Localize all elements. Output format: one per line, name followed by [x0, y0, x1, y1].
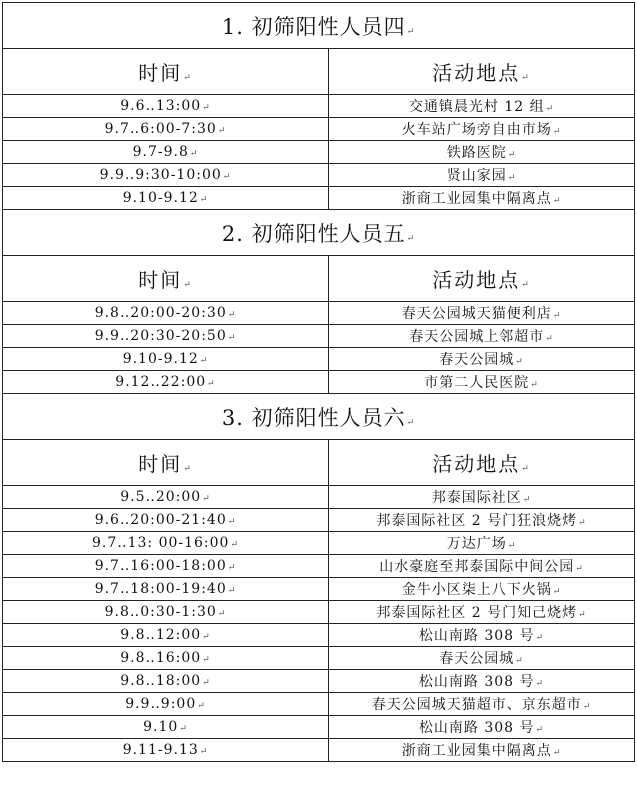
place-cell: [329, 509, 635, 532]
time-cell: [3, 509, 329, 532]
time-value: 9.8‥20:00-20:30: [94, 305, 227, 321]
place-value: 春天公园城: [439, 352, 515, 368]
table-row: [3, 348, 635, 371]
place-cell: [329, 739, 635, 762]
paragraph-mark-icon: ↵: [552, 311, 562, 321]
paragraph-mark-icon: ↵: [535, 633, 545, 643]
time-header: [3, 49, 329, 95]
place-cell: [329, 302, 635, 325]
time-value: 9.6‥13:00: [120, 98, 202, 114]
paragraph-mark-icon: ↵: [507, 541, 517, 551]
paragraph-mark-icon: ↵: [535, 725, 545, 735]
table-row: [3, 486, 635, 509]
place-cell: [329, 325, 635, 348]
time-cell: [3, 302, 329, 325]
time-value: 9.9‥9:00: [125, 696, 197, 712]
section-title-text: 1. 初筛阳性人员四: [221, 14, 406, 39]
section-title: [3, 3, 635, 49]
place-value: 春天公园城上邻超市: [409, 329, 545, 345]
table-row: [3, 187, 635, 210]
time-value: 9.10: [143, 719, 179, 735]
paragraph-mark-icon: ↵: [515, 357, 524, 367]
paragraph-mark-icon: ↵: [507, 150, 517, 160]
table-row: [3, 371, 635, 394]
paragraph-mark-icon: ↵: [575, 564, 584, 574]
table-row: [3, 555, 635, 578]
place-value: 松山南路 308 号: [418, 628, 535, 644]
paragraph-mark-icon: ↵: [199, 195, 209, 205]
place-cell: [329, 578, 635, 601]
time-value: 9.5‥20:00: [120, 489, 202, 505]
paragraph-mark-icon: ↵: [230, 540, 240, 550]
paragraph-mark-icon: ↵: [521, 464, 531, 474]
section-title: [3, 210, 635, 256]
place-header: [329, 256, 635, 302]
table-row: [3, 95, 635, 118]
place-cell: [329, 371, 635, 394]
paragraph-mark-icon: ↵: [199, 356, 209, 366]
place-value: 邦泰国际社区 2 号门知己烧烤: [376, 605, 578, 621]
paragraph-mark-icon: ↵: [227, 333, 237, 343]
paragraph-mark-icon: ↵: [227, 310, 237, 320]
place-header-text: 活动地点: [432, 61, 521, 85]
paragraph-mark-icon: ↵: [183, 73, 193, 83]
paragraph-mark-icon: ↵: [552, 587, 562, 597]
time-value: 9.7‥18:00-19:40: [94, 581, 227, 597]
table-row: [3, 693, 635, 716]
place-cell: [329, 348, 635, 371]
paragraph-mark-icon: ↵: [406, 26, 416, 37]
time-value: 9.8‥0:30-1:30: [104, 604, 217, 620]
table-row: [3, 509, 635, 532]
time-cell: [3, 716, 329, 739]
paragraph-mark-icon: ↵: [199, 747, 209, 757]
activity-table-body: [3, 3, 635, 762]
paragraph-mark-icon: ↵: [217, 126, 227, 136]
paragraph-mark-icon: ↵: [582, 702, 592, 712]
table-row: [3, 670, 635, 693]
paragraph-mark-icon: ↵: [552, 748, 562, 758]
time-value: 9.8‥12:00: [120, 627, 202, 643]
table-row: [3, 141, 635, 164]
time-cell: [3, 118, 329, 141]
place-header: [329, 49, 635, 95]
time-header-text: 时间: [138, 268, 183, 292]
section-title-text: 3. 初筛阳性人员六: [221, 405, 406, 430]
place-value: 浙商工业园集中隔离点: [401, 191, 552, 207]
table-row: [3, 578, 635, 601]
place-cell: [329, 141, 635, 164]
paragraph-mark-icon: ↵: [535, 679, 545, 689]
paragraph-mark-icon: ↵: [227, 586, 237, 596]
time-header-text: 时间: [138, 452, 183, 476]
place-cell: [329, 693, 635, 716]
paragraph-mark-icon: ↵: [207, 379, 216, 389]
paragraph-mark-icon: ↵: [521, 73, 531, 83]
paragraph-mark-icon: ↵: [222, 172, 232, 182]
place-cell: [329, 647, 635, 670]
time-value: 9.9‥9:30-10:00: [99, 167, 222, 183]
table-row: [3, 647, 635, 670]
place-header-text: 活动地点: [432, 268, 521, 292]
time-cell: [3, 578, 329, 601]
place-cell: [329, 532, 635, 555]
time-cell: [3, 486, 329, 509]
place-value: 松山南路 308 号: [418, 674, 535, 690]
table-row: [3, 716, 635, 739]
paragraph-mark-icon: ↵: [202, 103, 211, 113]
paragraph-mark-icon: ↵: [545, 334, 554, 344]
time-value: 9.7‥6:00-7:30: [104, 121, 217, 137]
paragraph-mark-icon: ↵: [183, 464, 193, 474]
paragraph-mark-icon: ↵: [189, 149, 199, 159]
time-cell: [3, 739, 329, 762]
column-header-row: [3, 256, 635, 302]
time-cell: [3, 670, 329, 693]
time-cell: [3, 555, 329, 578]
time-value: 9.12‥22:00: [115, 374, 207, 390]
time-value: 9.9‥20:30-20:50: [94, 328, 227, 344]
place-value: 交通镇晨光村 12 组: [408, 99, 545, 115]
time-value: 9.11-9.13: [122, 742, 199, 758]
time-value: 9.7‥16:00-18:00: [94, 558, 227, 574]
section-title: [3, 394, 635, 440]
time-header: [3, 440, 329, 486]
time-header: [3, 256, 329, 302]
table-row: [3, 325, 635, 348]
place-cell: [329, 555, 635, 578]
place-cell: [329, 118, 635, 141]
paragraph-mark-icon: ↵: [552, 127, 562, 137]
paragraph-mark-icon: ↵: [227, 517, 237, 527]
time-cell: [3, 693, 329, 716]
paragraph-mark-icon: ↵: [521, 280, 531, 290]
place-header-text: 活动地点: [432, 452, 521, 476]
paragraph-mark-icon: ↵: [578, 518, 587, 528]
time-cell: [3, 532, 329, 555]
table-row: [3, 624, 635, 647]
paragraph-mark-icon: ↵: [530, 380, 539, 390]
time-cell: [3, 371, 329, 394]
time-value: 9.6‥20:00-21:40: [94, 512, 227, 528]
time-cell: [3, 187, 329, 210]
time-value: 9.8‥16:00: [120, 650, 202, 666]
section-title-row: [3, 394, 635, 440]
place-cell: [329, 486, 635, 509]
paragraph-mark-icon: ↵: [545, 104, 555, 114]
section-title-row: [3, 3, 635, 49]
column-header-row: [3, 440, 635, 486]
paragraph-mark-icon: ↵: [202, 655, 211, 665]
paragraph-mark-icon: ↵: [217, 609, 227, 619]
paragraph-mark-icon: ↵: [515, 656, 524, 666]
place-value: 春天公园城天猫便利店: [401, 306, 552, 322]
paragraph-mark-icon: ↵: [202, 494, 211, 504]
time-cell: [3, 325, 329, 348]
time-cell: [3, 164, 329, 187]
place-value: 贤山家园: [446, 168, 507, 184]
place-value: 金牛小区柒上八下火锅: [401, 582, 552, 598]
place-value: 春天公园城: [439, 651, 515, 667]
time-value: 9.10-9.12: [122, 351, 199, 367]
paragraph-mark-icon: ↵: [183, 280, 193, 290]
table-row: [3, 739, 635, 762]
place-cell: [329, 716, 635, 739]
place-cell: [329, 670, 635, 693]
place-header: [329, 440, 635, 486]
place-cell: [329, 601, 635, 624]
place-value: 邦泰国际社区 2 号门狂浪烧烤: [376, 513, 578, 529]
place-value: 市第二人民医院: [424, 375, 530, 391]
place-cell: [329, 164, 635, 187]
place-value: 山水豪庭至邦泰国际中间公园: [379, 559, 575, 575]
time-value: 9.7‥13: 00-16:00: [91, 535, 230, 551]
time-cell: [3, 624, 329, 647]
section-title-text: 2. 初筛阳性人员五: [221, 221, 406, 246]
paragraph-mark-icon: ↵: [227, 563, 237, 573]
place-cell: [329, 624, 635, 647]
time-cell: [3, 141, 329, 164]
time-value: 9.7-9.8: [132, 144, 189, 160]
section-title-row: [3, 210, 635, 256]
place-cell: [329, 95, 635, 118]
activity-table: [2, 2, 635, 762]
paragraph-mark-icon: ↵: [197, 701, 206, 711]
time-cell: [3, 348, 329, 371]
table-row: [3, 532, 635, 555]
time-value: 9.8‥18:00: [120, 673, 202, 689]
time-cell: [3, 95, 329, 118]
paragraph-mark-icon: ↵: [202, 632, 211, 642]
paragraph-mark-icon: ↵: [202, 678, 211, 688]
paragraph-mark-icon: ↵: [406, 233, 416, 244]
place-value: 松山南路 308 号: [418, 720, 535, 736]
time-value: 9.10-9.12: [122, 190, 199, 206]
paragraph-mark-icon: ↵: [552, 196, 562, 206]
paragraph-mark-icon: ↵: [578, 610, 587, 620]
time-cell: [3, 601, 329, 624]
paragraph-mark-icon: ↵: [522, 495, 532, 505]
paragraph-mark-icon: ↵: [406, 417, 416, 428]
place-value: 浙商工业园集中隔离点: [401, 743, 552, 759]
paragraph-mark-icon: ↵: [179, 724, 188, 734]
table-row: [3, 601, 635, 624]
place-value: 春天公园城天猫超市、京东超市: [371, 697, 582, 713]
place-value: 火车站广场旁自由市场: [401, 122, 552, 138]
place-cell: [329, 187, 635, 210]
time-cell: [3, 647, 329, 670]
place-value: 铁路医院: [446, 145, 507, 161]
table-row: [3, 118, 635, 141]
column-header-row: [3, 49, 635, 95]
place-value: 邦泰国际社区: [431, 490, 522, 506]
time-header-text: 时间: [138, 61, 183, 85]
table-row: [3, 302, 635, 325]
paragraph-mark-icon: ↵: [507, 173, 517, 183]
place-value: 万达广场: [446, 536, 507, 552]
document: [2, 2, 634, 762]
table-row: [3, 164, 635, 187]
